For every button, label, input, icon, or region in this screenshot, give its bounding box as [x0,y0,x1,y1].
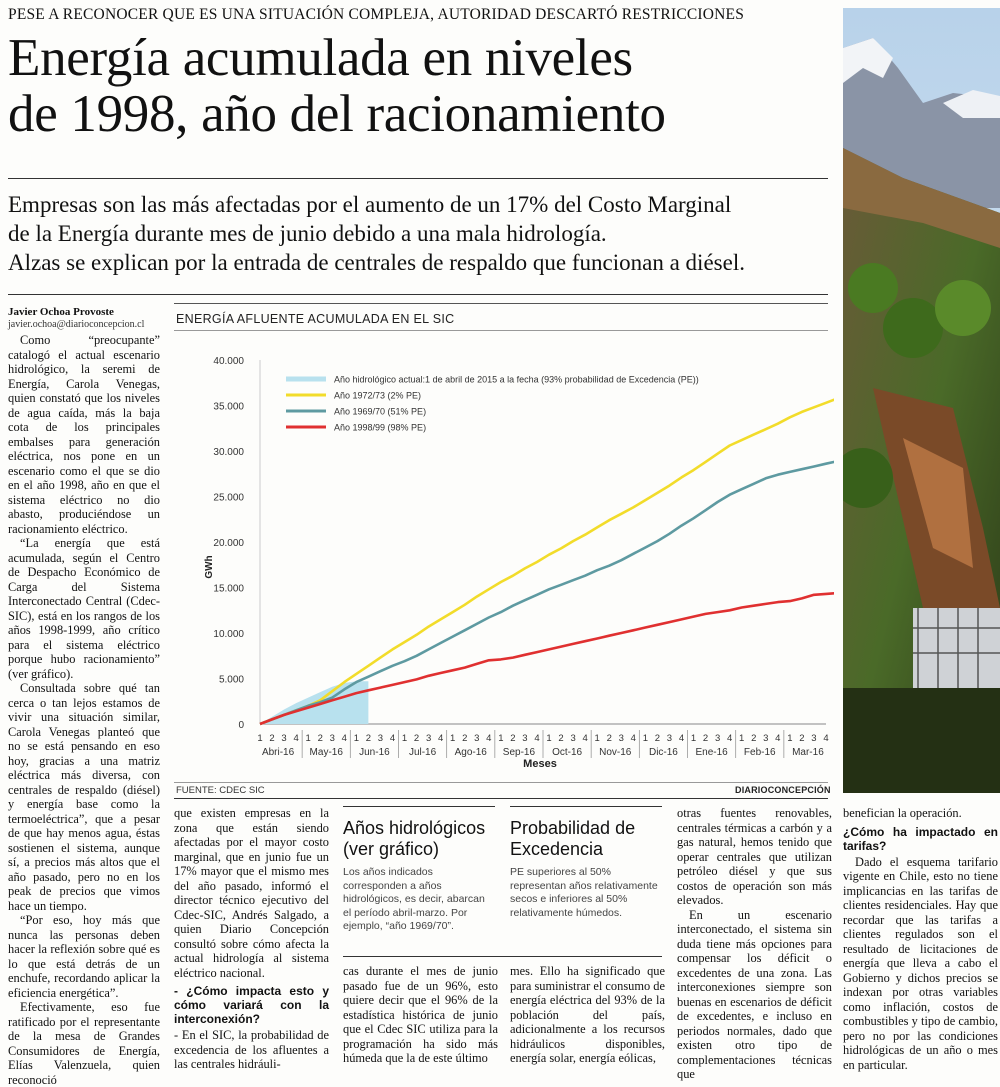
x-week-label: 3 [522,733,528,744]
chart-title: ENERGÍA AFLUENTE ACUMULADA EN EL SIC [176,312,455,326]
landscape-photo [843,8,1000,793]
headline-line-1: Energía acumulada en niveles [8,29,633,87]
info-box-hydrological-years [343,818,495,934]
x-week-label: 1 [594,733,600,744]
x-week-label: 2 [606,733,612,744]
x-week-label: 3 [474,733,480,744]
y-tick-label: 25.000 [213,492,244,504]
box-title: Años hidrológicos (ver gráfico) [343,818,486,859]
byline-email[interactable]: javier.ochoa@diarioconcepcion.cl [8,319,145,330]
column-1 [8,333,160,1087]
x-week-label: 4 [486,733,492,744]
x-week-label: 1 [739,733,745,744]
x-week-label: 3 [281,733,287,744]
x-week-label: 4 [582,733,588,744]
x-week-label: 2 [751,733,757,744]
x-week-label: 1 [353,733,359,744]
x-week-label: 4 [437,733,444,744]
legend-label: Año 1972/73 (2% PE) [334,390,422,401]
legend-label: Año 1969/70 (51% PE) [334,406,427,417]
y-tick-label: 40.000 [213,356,244,367]
paragraph: - En el SIC, la probabilidad de excedencia de los afluentes a las centrales hidráuli- [174,1028,329,1071]
divider-top [8,178,828,179]
y-tick-label: 15.000 [213,583,244,595]
x-week-label: 3 [329,733,335,744]
column-4 [510,964,665,1066]
subtitle-line-1: Empresas son las más afectadas por el aumento de un 17% del Costo Marginal [8,192,732,217]
chart-source: FUENTE: CDEC SIC [176,785,265,796]
headline [8,30,838,142]
y-tick-label: 30.000 [213,447,244,458]
x-week-label: 1 [642,733,649,744]
subtitle [8,190,838,277]
x-week-label: 2 [413,733,420,744]
box-1-rule [343,806,495,807]
paragraph: Dado el esquema tarifario vigente en Chile, esto no tiene implicancias en las tarifas de clientes residenciales. Hay que recordar que las tarifas a clientes regulados son el resultado de licitaciones de energía que lleva a cabo el Gobierno y dichos precios se indexan por otras variables como inflación, costos de combustibles y tipo de cambio, pero no por las condiciones hidrológicas de un año o mes en particular. [843,854,998,1072]
x-week-label: 3 [666,733,673,744]
x-week-label: 1 [257,733,263,744]
x-month-label: Oct-16 [552,747,583,758]
paragraph: “Por eso, hoy más que nunca las personas deben hacer la reflexión sobre qué es lo que está detrás de un enchufe, recordando aplicar la eficiencia energética”. [8,913,160,1000]
x-week-label: 4 [630,733,636,744]
x-week-label: 2 [654,733,661,744]
boxes-bottom-rule [343,956,662,957]
x-month-label: Ago-16 [454,747,487,758]
y-axis-label: GWh [204,555,215,579]
x-week-label: 4 [678,733,685,744]
x-week-label: 3 [763,733,769,744]
x-week-label: 1 [546,733,552,744]
brand-logo-text: DIARIOCONCEPCIÓN [735,785,831,795]
column-2 [174,806,329,1072]
x-week-label: 2 [510,733,516,744]
x-week-label: 1 [450,733,456,744]
paragraph: otras fuentes renovables, centrales térmicas a carbón y a gas natural, hemos tenido que operar centrales que utilizan petróleo diésel y que sus costos de operación son más elevados. [677,806,832,907]
x-week-label: 2 [702,733,709,744]
y-axis-ticks [213,356,244,731]
kicker: PESE A RECONOCER QUE ES UNA SITUACIÓN COMPLEJA, AUTORIDAD DESCARTÓ RESTRICCIONES [8,6,745,23]
x-week-label: 2 [365,733,372,744]
x-week-label: 3 [618,733,624,744]
x-axis-label: Meses [523,758,557,770]
column-5 [677,806,832,1082]
paragraph: Consultada sobre qué tan cerca o tan lejos estamos de vivir una situación similar, Carola Venegas planteó que no se está pensando en eso hoy, gracias a una matriz eléctrica más diversa, con centrales de respaldo (diésel) y energía base como la termoeléctrica”, que a pesar de que hay menos agua, éstas sostienen el sistema, aunque sí, a precios más altos que el año pasado, pero no en los peak de precios que vimos hace un tiempo. [8,681,160,913]
x-week-label: 4 [341,733,347,744]
x-month-label: May-16 [309,747,343,758]
x-week-label: 2 [799,733,805,744]
line-chart [174,335,834,780]
paragraph: mes. Ello ha significado que para suministrar el consumo de energía eléctrica del 93% de la población del país, adicionalmente a los recursos hidráulicos disponibles, energía solar, energía eólicas, [510,964,665,1065]
paragraph: cas durante el mes de junio pasado fue de un 96%, esto quiere decir que el 96% de la estadística histórica de junio que el Cdec SIC utiliza para la programación ha sido más húmeda que la de este último [343,964,498,1065]
x-week-label: 2 [317,733,323,744]
y-tick-label: 35.000 [213,401,244,413]
divider-subtitle [8,294,828,295]
paragraph: En un escenario interconectado, el sistema sin duda tiene más opciones para compensar los déficit o excedentes de una zona. Las interconexiones siempre son buenas en escenarios de déficit de excedentes, e incluso en periodos normales, dado que existen otro tipo de complementaciones técnicas que [677,907,832,1081]
column-6 [843,806,998,1072]
info-box-exceedance [510,818,662,920]
x-axis-ticks [257,730,828,758]
x-week-label: 3 [377,733,384,744]
x-week-label: 3 [811,733,817,744]
x-week-label: 4 [775,733,781,744]
x-month-label: Mar-16 [792,747,824,758]
x-week-label: 4 [534,733,540,744]
paragraph: “La energía que está acumulada, según el Centro de Despacho Económico de Carga del Sistema Interconectado Central (Cdec-SIC), está en los rangos de los años 1998-1999, año crítico para el sistema eléctrico porque hubo racionamiento” (ver gráfico). [8,536,160,681]
x-week-label: 1 [690,733,697,744]
x-week-label: 4 [823,733,829,744]
x-week-label: 4 [389,733,396,744]
paragraph: que existen empresas en la zona que están siendo afectadas por el mayor costo marginal, que en junio fue un 17% mayor que el mismo mes del año pasado, informó el director técnico ejecutivo del Cdec-SIC, Andrés Salgado, a quien Diario Concepción consultó sobre cómo afecta la actual hidrología al sistema eléctrico nacional. [174,806,329,980]
x-month-label: Nov-16 [599,747,632,758]
box-2-rule [510,806,662,807]
series-line-2 [260,448,834,724]
question: ¿Cómo ha impactado en tarifas? [843,824,998,853]
chart-header-rule [174,330,828,331]
x-month-label: Sep-16 [502,747,536,758]
y-tick-label: 10.000 [213,629,244,640]
x-week-label: 1 [498,733,504,744]
column-3 [343,964,498,1066]
subtitle-line-2: de la Energía durante mes de junio debido a una mala hidrología. [8,221,607,246]
x-month-label: Ene-16 [695,747,728,758]
x-week-label: 2 [462,733,468,744]
x-month-label: Abri-16 [261,747,295,758]
box-text: Los años indicados corresponden a años hidrológicos, es decir, abarcan el período abril-marzo. Por ejemplo, “año 1969/70”. [343,866,485,932]
x-month-label: Dic-16 [648,747,678,758]
x-week-label: 1 [787,733,793,744]
x-week-label: 2 [558,733,564,744]
legend-label: Año hidrológico actual:1 de abril de 2015 a la fecha (93% probabilidad de Excedencia (PE)) [334,374,699,385]
headline-line-2: de 1998, año del racionamiento [8,85,666,143]
x-month-label: Feb-16 [743,747,776,758]
byline: Javier Ochoa Provoste [8,306,114,318]
x-week-label: 3 [425,733,432,744]
box-text: PE superiores al 50% representan años relativamente secos e inferiores al 50% relativamente húmedos. [510,866,658,919]
x-week-label: 2 [269,733,275,744]
chart-bottom-rule [174,782,828,783]
paragraph: Como “preocupante” catalogó el actual escenario hidrológico, la seremi de Energía, Carola Venegas, quien constató que los niveles de agua caída, más la baja cota de los principales embalses para generación eléctrica, nos pone en un escenario como el que se dio en el año 1998, año en que el sistema eléctrico no dio abasto, produciéndose un racionamiento eléctrico. [8,333,160,536]
x-week-label: 4 [293,733,299,744]
x-week-label: 1 [305,733,311,744]
chart-legend [286,375,699,433]
box-title: Probabilidad de Excedencia [510,818,636,859]
chart-top-rule [174,303,828,304]
x-week-label: 3 [714,733,721,744]
y-tick-label: 20.000 [213,538,244,549]
chart-footer-rule [174,798,828,799]
x-week-label: 4 [727,733,733,744]
legend-label: Año 1998/99 (98% PE) [334,422,427,433]
paragraph: benefician la operación. [843,806,962,820]
x-week-label: 1 [401,733,408,744]
y-tick-label: 0 [238,720,244,731]
x-month-label: Jul-16 [408,747,437,758]
question: - ¿Cómo impacta esto y cómo variará con la interconexión? [174,984,329,1026]
y-tick-label: 5.000 [218,674,244,686]
x-week-label: 3 [570,733,576,744]
subtitle-line-3: Alzas se explican por la entrada de centrales de respaldo que funcionan a diésel. [8,250,745,275]
paragraph: Efectivamente, eso fue ratificado por el representante de la mesa de Grandes Consumidores de Energía, Elías Valenzuela, quien reconoció [8,1000,160,1087]
x-month-label: Jun-16 [359,747,390,758]
